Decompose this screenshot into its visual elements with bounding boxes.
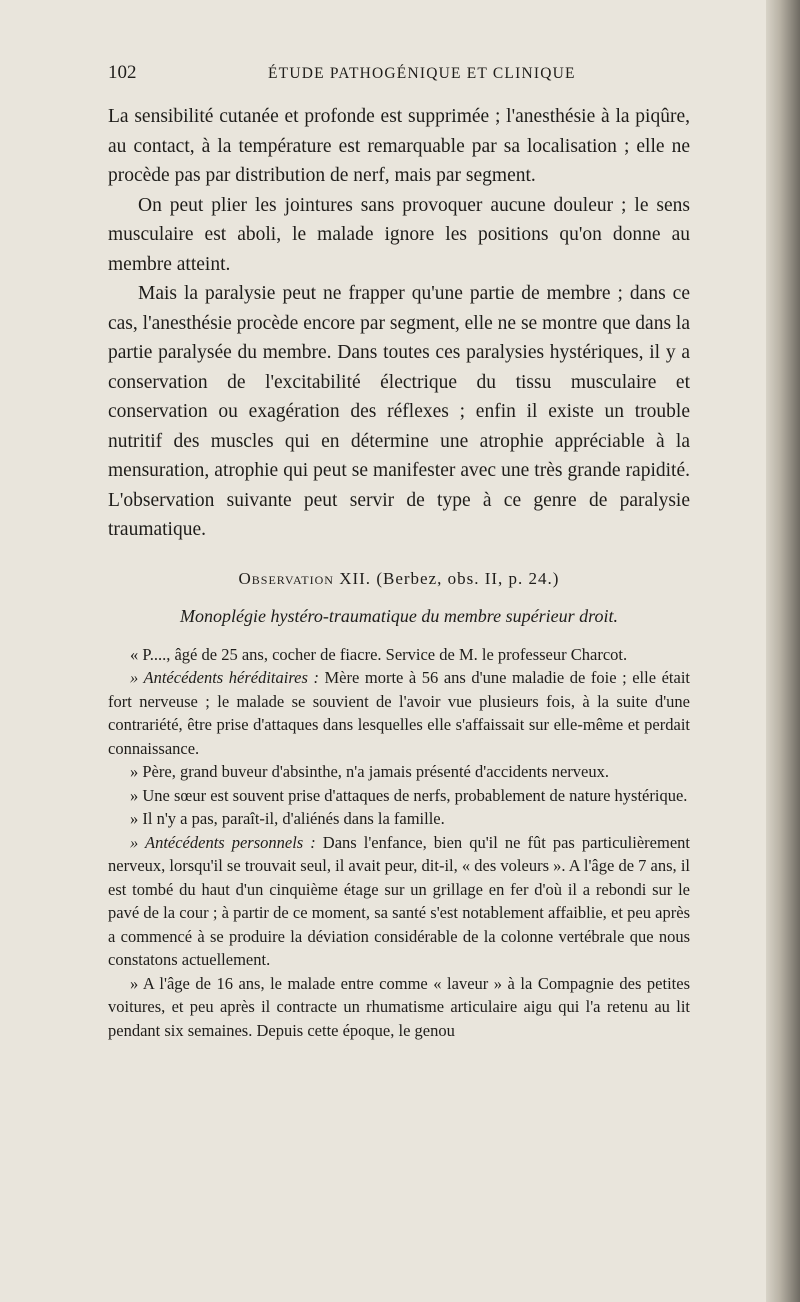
paragraph-1: La sensibilité cutanée et profonde est supprimée ; l'anesthésie à la piqûre, au contact, à la température est remarquable par sa localisation ; elle ne procède pas par distribution de nerf, mais par segment. [108, 106, 690, 186]
paragraph-2: On peut plier les jointures sans provoquer aucune douleur ; le sens musculaire est aboli, le malade ignore les positions qu'on donne au membre atteint. [108, 194, 690, 275]
body-text [108, 102, 690, 545]
page-number: 102 [108, 62, 137, 83]
observation-source: (Berbez, obs. II, p. 24.) [376, 568, 560, 588]
case-report [108, 643, 690, 1043]
page-edge-shadow [766, 0, 800, 1302]
case-paragraph: » Père, grand buveur d'absinthe, n'a jamais présenté d'accidents nerveux. [130, 762, 609, 781]
case-paragraph: » Antécédents personnels : Dans l'enfance, bien qu'il ne fût pas particulièrement nerveux, lorsqu'il se trouvait seul, il avait peur, dit-il, « des voleurs ». A l'âge de 7 ans, il est tombé du haut d'un cinquième étage sur un grillage en fer d'où il a rebondi sur le pavé de la cour ; à partir de ce moment, sa santé s'est notablement affaiblie, et peu après a commencé à se produire la déviation considérable de la colonne vertébrale que nous constatons actuellement. [108, 832, 690, 969]
case-paragraph: « P...., âgé de 25 ans, cocher de fiacre. Service de M. le professeur Charcot. [130, 644, 628, 664]
observation-subtitle: Monoplégie hystéro-traumatique du membre supérieur droit. [180, 605, 618, 626]
page-header [108, 62, 690, 102]
book-page [108, 62, 690, 1042]
observation-label: Observation XII. [238, 568, 372, 588]
case-paragraph: » Il n'y a pas, paraît-il, d'aliénés dans la famille. [130, 809, 445, 828]
case-paragraph: » A l'âge de 16 ans, le malade entre comme « laveur » à la Compagnie des petites voitures, et peu après il contracte un rhumatisme articulaire aigu qui l'a retenu au lit pendant six semaines. Depuis cette époque, le genou [108, 973, 690, 1040]
observation-heading [108, 567, 690, 591]
case-paragraph: » Une sœur est souvent prise d'attaques de nerfs, probablement de nature hystérique. [130, 785, 688, 805]
paragraph-3: Mais la paralysie peut ne frapper qu'une partie de membre ; dans ce cas, l'anesthésie procède encore par segment, elle ne se montre que dans la partie paralysée du membre. Dans toutes ces paralysies hystériques, il y a conservation de l'excitabilité électrique du tissu musculaire et conservation ou exagération des réflexes ; enfin il existe un trouble nutritif des muscles qui en détermine une atrophie appréciable à la mensuration, atrophie qui peut se manifester avec une très grande rapidité. L'observation suivante peut servir de type à ce genre de paralysie traumatique. [108, 283, 690, 540]
running-head: ÉTUDE PATHOGÉNIQUE ET CLINIQUE [268, 65, 576, 82]
case-paragraph: » Antécédents héréditaires : Mère morte à 56 ans d'une maladie de foie ; elle était fort nerveuse ; le malade se souvient de l'avoir vue plusieurs fois, à la suite d'une contrariété, être prise d'attaques dans lesquelles elle s'affaissait sur elle-même et perdait connaissance. [108, 668, 690, 758]
